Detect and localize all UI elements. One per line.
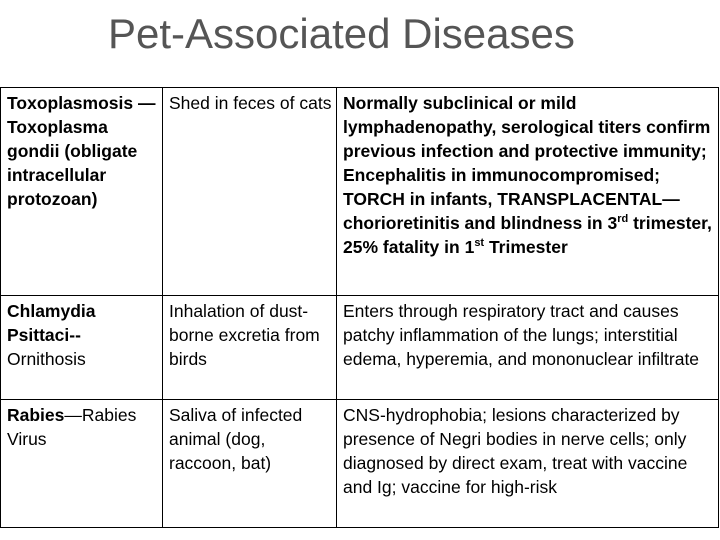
disease-name: Rabies <box>7 405 65 425</box>
notes-cell: CNS-hydrophobia; lesions characterized by presence of Negri bodies in nerve cells; only diagnosed by direct exam, treat with vaccine and Ig; vaccine for high-risk <box>337 400 719 528</box>
disease-name: Chlamydia Psittaci-- <box>7 301 96 345</box>
table-row-toxoplasmosis <box>1 88 719 296</box>
transmission-cell: Inhalation of dust-borne excretia from birds <box>163 296 337 400</box>
transmission-cell: Saliva of infected animal (dog, raccoon, bat) <box>163 400 337 528</box>
notes-cell: Enters through respiratory tract and causes patchy inflammation of the lungs; interstitial edema, hyperemia, and mononuclear infiltrate <box>337 296 719 400</box>
notes-cell <box>337 88 719 296</box>
notes-text: Normally subclinical or mild lymphadenopathy, serological titers confirm previous infection and protective immunity; Encephalitis in immunocompromised; TORCH in infants, TRANSPLACENTAL—chorioretinitis and blindness in 3 <box>343 93 711 233</box>
notes-text-mid: trimester, 25% fatality in 1 <box>343 213 712 257</box>
disease-cell <box>1 88 163 296</box>
table-row-chlamydia <box>1 296 719 400</box>
disease-cell <box>1 400 163 528</box>
table-row-rabies <box>1 400 719 528</box>
slide-title: Pet-Associated Diseases <box>108 10 575 57</box>
disease-table <box>0 87 719 528</box>
disease-name-plain: —Rabies Virus <box>7 405 137 449</box>
disease-name: Toxoplasmosis —Toxoplasma gondii (obligate intracellular protozoan) <box>7 93 156 209</box>
notes-text-end: Trimester <box>484 237 568 257</box>
transmission-cell: Shed in feces of cats <box>163 88 337 296</box>
disease-cell <box>1 296 163 400</box>
disease-name-plain: Ornithosis <box>7 349 86 369</box>
superscript-ordinal: st <box>474 237 485 250</box>
superscript-ordinal: rd <box>617 213 629 226</box>
